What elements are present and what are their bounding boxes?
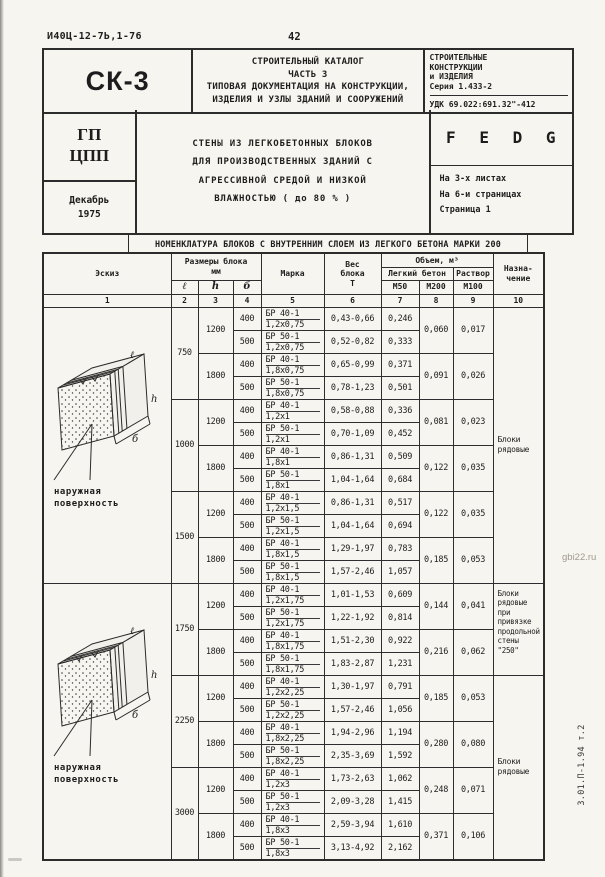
dim-label-b: б <box>132 433 139 445</box>
side-reference-label: 3.01.П-1.94 т.2 <box>577 724 587 806</box>
catalog-title-line: ЧАСТЬ 3 <box>288 69 328 80</box>
sketch-caption: наружная <box>54 486 102 497</box>
sketch-cell <box>43 307 171 583</box>
weight-cell: 1,94-2,96 <box>324 721 381 744</box>
col-number: 5 <box>261 294 324 307</box>
volume-m50-cell: 2,162 <box>381 836 419 860</box>
catalog-title <box>193 50 424 112</box>
header-purpose <box>493 253 544 294</box>
sketch-caption: поверхность <box>54 774 120 785</box>
weight-cell: 1,51-2,30 <box>324 629 381 652</box>
width-cell: 500 <box>233 422 261 445</box>
col-number: 9 <box>453 294 493 307</box>
mark-cell: БР 50-1 1,8х1,5 <box>261 560 324 583</box>
volume-m50-cell: 0,922 <box>381 629 419 652</box>
volume-m50-cell: 0,814 <box>381 606 419 629</box>
mark-cell: БР 50-1 1,8х0,75 <box>261 376 324 399</box>
weight-cell: 0,65-0,99 <box>324 353 381 376</box>
volume-m50-cell: 1,056 <box>381 698 419 721</box>
document-title-line: ВЛАЖНОСТЬЮ ( до 80 % ) <box>214 194 351 204</box>
catalog-title-line: ИЗДЕЛИЯ И УЗЛЫ ЗДАНИЙ И СООРУЖЕНИЙ <box>212 94 404 105</box>
weight-cell: 0,58-0,88 <box>324 399 381 422</box>
doc-number: И40Ц-12-7Ь,1-76 <box>47 31 142 42</box>
block-sketch <box>46 332 168 528</box>
mark-cell: БР 40-1 1,8х3 <box>261 813 324 836</box>
volume-m50-cell: 0,684 <box>381 468 419 491</box>
width-cell: 500 <box>233 698 261 721</box>
org-line: КОНСТРУКЦИИ <box>429 62 483 72</box>
weight-cell: 1,04-1,64 <box>324 468 381 491</box>
sketch-caption: поверхность <box>54 498 120 509</box>
col-number: 1 <box>43 294 171 307</box>
volume-m200-cell: 0,144 <box>419 583 453 629</box>
dim-label-b: б <box>132 709 139 721</box>
nomenclature-table <box>42 252 545 861</box>
volume-m100-cell: 0,041 <box>453 583 493 629</box>
mark-cell: БР 50-1 1,2х1 <box>261 422 324 445</box>
sketch-caption: наружная <box>54 762 102 773</box>
height-cell: 1800 <box>198 537 233 583</box>
height-cell: 1800 <box>198 445 233 491</box>
volume-m100-cell: 0,017 <box>453 307 493 353</box>
col-number: 8 <box>419 294 453 307</box>
document-title-line: СТЕНЫ ИЗ ЛЕГКОБЕТОННЫХ БЛОКОВ <box>192 138 373 149</box>
stamp-header <box>42 110 574 235</box>
weight-cell: 0,70-1,09 <box>324 422 381 445</box>
width-cell: 400 <box>233 399 261 422</box>
sketch-cell <box>43 583 171 860</box>
col-number: 3 <box>198 294 233 307</box>
mark-cell: БР 50-1 1,8х3 <box>261 836 324 860</box>
width-cell: 500 <box>233 330 261 353</box>
sheets-line: На 3-х листах <box>439 174 507 184</box>
weight-cell: 2,35-3,69 <box>324 744 381 767</box>
dim-label-h: h <box>151 393 158 405</box>
volume-m50-cell: 0,336 <box>381 399 419 422</box>
dim-label-h: h <box>151 669 158 681</box>
weight-cell: 1,73-2,63 <box>324 767 381 790</box>
volume-m50-cell: 0,246 <box>381 307 419 330</box>
volume-m100-cell: 0,035 <box>453 491 493 537</box>
width-cell: 500 <box>233 652 261 675</box>
volume-m50-cell: 0,609 <box>381 583 419 606</box>
height-cell: 1800 <box>198 813 233 860</box>
publisher-line: ЦПП <box>69 146 110 165</box>
header-m100: М100 <box>453 280 493 294</box>
mark-cell: БР 40-1 1,8х1,75 <box>261 629 324 652</box>
volume-m50-cell: 0,333 <box>381 330 419 353</box>
volume-m50-cell: 1,610 <box>381 813 419 836</box>
mark-cell: БР 40-1 1,2х3 <box>261 767 324 790</box>
volume-m200-cell: 0,081 <box>419 399 453 445</box>
mark-cell: БР 40-1 1,8х0,75 <box>261 353 324 376</box>
weight-cell: 0,86-1,31 <box>324 491 381 514</box>
mark-cell: БР 40-1 1,2х1,5 <box>261 491 324 514</box>
width-cell: 400 <box>233 767 261 790</box>
header-dim-l: ℓ <box>171 280 198 294</box>
weight-cell: 1,04-1,64 <box>324 514 381 537</box>
table-row <box>43 307 544 330</box>
catalog-title-line: ТИПОВАЯ ДОКУМЕНТАЦИЯ НА КОНСТРУКЦИИ, <box>206 82 410 92</box>
mark-cell: БР 50-1 1,2х2,25 <box>261 698 324 721</box>
width-cell: 400 <box>233 537 261 560</box>
volume-m50-cell: 1,194 <box>381 721 419 744</box>
weight-cell: 2,09-3,28 <box>324 790 381 813</box>
mark-cell: БР 40-1 1,2х2,25 <box>261 675 324 698</box>
width-cell: 500 <box>233 468 261 491</box>
volume-m50-cell: 1,231 <box>381 652 419 675</box>
document-title <box>137 110 431 233</box>
header-dims-line: Размеры блока <box>184 257 248 267</box>
series-number: Серия 1.433-2 <box>429 81 493 91</box>
sheets-info <box>431 166 572 233</box>
series-box <box>425 50 573 112</box>
weight-cell: 0,43-0,66 <box>324 307 381 330</box>
sheets-line: На 6-и страницах <box>439 189 522 200</box>
volume-m50-cell: 1,415 <box>381 790 419 813</box>
weight-cell: 3,13-4,92 <box>324 836 381 860</box>
header-dims-unit: мм <box>211 266 221 276</box>
height-cell: 1800 <box>198 629 233 675</box>
mark-cell: БР 40-1 1,8х1,5 <box>261 537 324 560</box>
volume-m50-cell: 1,592 <box>381 744 419 767</box>
mark-cell: БР 50-1 1,8х1 <box>261 468 324 491</box>
volume-m200-cell: 0,185 <box>419 537 453 583</box>
col-number: 4 <box>233 294 261 307</box>
width-cell: 500 <box>233 376 261 399</box>
catalog-title-line: СТРОИТЕЛЬНЫЙ КАТАЛОГ <box>251 57 365 67</box>
volume-m50-cell: 0,452 <box>381 422 419 445</box>
height-cell: 1800 <box>198 353 233 399</box>
volume-m50-cell: 0,517 <box>381 491 419 514</box>
height-cell: 1800 <box>198 721 233 767</box>
volume-m100-cell: 0,071 <box>453 767 493 813</box>
height-cell: 1200 <box>198 675 233 721</box>
weight-cell: 1,57-2,46 <box>324 698 381 721</box>
volume-m200-cell: 0,122 <box>419 445 453 491</box>
col-number: 6 <box>324 294 381 307</box>
mark-cell: БР 50-1 1,8х2,25 <box>261 744 324 767</box>
height-cell: 1200 <box>198 491 233 537</box>
width-cell: 500 <box>233 790 261 813</box>
mark-cell: БР 40-1 1,8х2,25 <box>261 721 324 744</box>
header-mark: Марка <box>261 253 324 294</box>
purpose-cell: Блоки рядовые <box>493 675 544 860</box>
mark-cell: БР 40-1 1,2х1,75 <box>261 583 324 606</box>
width-cell: 500 <box>233 514 261 537</box>
width-cell: 400 <box>233 675 261 698</box>
issue-month: Декабрь <box>69 194 110 206</box>
weight-cell: 1,29-1,97 <box>324 537 381 560</box>
header-dim-h: h <box>198 280 233 294</box>
volume-m200-cell: 0,216 <box>419 629 453 675</box>
mark-cell: БР 40-1 1,2х1 <box>261 399 324 422</box>
header-volume: Объем, м³ <box>381 253 493 267</box>
header-purpose-line: Назна- <box>503 264 533 274</box>
header-dim-b: б <box>233 280 261 294</box>
weight-cell: 0,52-0,82 <box>324 330 381 353</box>
width-cell: 400 <box>233 721 261 744</box>
mark-cell: БР 50-1 1,2х0,75 <box>261 330 324 353</box>
width-cell: 400 <box>233 629 261 652</box>
length-cell: 1500 <box>171 491 198 583</box>
volume-m100-cell: 0,106 <box>453 813 493 860</box>
document-title-line: АГРЕССИВНОЙ СРЕДОЙ И НИЗКОЙ <box>198 175 367 186</box>
table-title: НОМЕНКЛАТУРА БЛОКОВ С ВНУТРЕННИМ СЛОЕМ ИЗ ЛЕГКОГО БЕТОНА МАРКИ 200 <box>128 233 528 253</box>
org-line: и ИЗДЕЛИЯ <box>429 72 473 81</box>
width-cell: 500 <box>233 560 261 583</box>
dim-label-l: ℓ <box>130 349 135 361</box>
width-cell: 400 <box>233 353 261 376</box>
volume-m200-cell: 0,248 <box>419 767 453 813</box>
volume-m50-cell: 0,501 <box>381 376 419 399</box>
height-cell: 1200 <box>198 767 233 813</box>
weight-cell: 0,86-1,31 <box>324 445 381 468</box>
catalog-code: СК-3 <box>85 65 150 96</box>
length-cell: 3000 <box>171 767 198 860</box>
width-cell: 500 <box>233 606 261 629</box>
header-weight-line: Вес <box>345 259 360 269</box>
header-weight-line: блока <box>340 269 365 278</box>
header-weight <box>324 253 381 294</box>
volume-m50-cell: 0,791 <box>381 675 419 698</box>
width-cell: 400 <box>233 445 261 468</box>
weight-cell: 0,78-1,23 <box>324 376 381 399</box>
org-line: СТРОИТЕЛЬНЫЕ <box>429 53 488 62</box>
header-purpose-line: чение <box>506 273 531 283</box>
watermark: gbi22.ru <box>562 552 597 563</box>
header-dimensions <box>171 253 261 280</box>
volume-m200-cell: 0,280 <box>419 721 453 767</box>
volume-m50-cell: 0,694 <box>381 514 419 537</box>
header-mortar: Раствор <box>453 267 493 280</box>
date-cell <box>44 182 135 233</box>
mark-cell: БР 50-1 1,2х3 <box>261 790 324 813</box>
mark-cell: БР 40-1 1,2х0,75 <box>261 307 324 330</box>
weight-cell: 1,30-1,97 <box>324 675 381 698</box>
mark-cell: БР 50-1 1,8х1,75 <box>261 652 324 675</box>
volume-m200-cell: 0,185 <box>419 675 453 721</box>
header-m50: М50 <box>381 280 419 294</box>
weight-cell: 1,57-2,46 <box>324 560 381 583</box>
catalog-header <box>42 48 574 114</box>
volume-m200-cell: 0,091 <box>419 353 453 399</box>
volume-m50-cell: 0,371 <box>381 353 419 376</box>
volume-m100-cell: 0,035 <box>453 445 493 491</box>
page-number: 42 <box>288 31 301 43</box>
volume-m50-cell: 1,057 <box>381 560 419 583</box>
publisher-cell <box>44 110 135 182</box>
header-weight-unit: Т <box>350 278 355 288</box>
height-cell: 1200 <box>198 399 233 445</box>
volume-m100-cell: 0,023 <box>453 399 493 445</box>
header-m200: М200 <box>419 280 453 294</box>
length-cell: 2250 <box>171 675 198 767</box>
weight-cell: 1,01-1,53 <box>324 583 381 606</box>
col-number: 7 <box>381 294 419 307</box>
table-row <box>43 583 544 606</box>
col-number: 2 <box>171 294 198 307</box>
volume-m100-cell: 0,026 <box>453 353 493 399</box>
width-cell: 400 <box>233 583 261 606</box>
block-sketch <box>46 608 168 804</box>
volume-m100-cell: 0,080 <box>453 721 493 767</box>
sheets-line: Страница 1 <box>439 205 491 215</box>
purpose-cell: Блоки рядовые при привязке продольной стены "250" <box>493 583 544 675</box>
width-cell: 400 <box>233 813 261 836</box>
width-cell: 400 <box>233 307 261 330</box>
height-cell: 1200 <box>198 583 233 629</box>
weight-cell: 1,83-2,87 <box>324 652 381 675</box>
purpose-cell: Блоки рядовые <box>493 307 544 583</box>
scan-edge-artifact <box>0 0 4 877</box>
length-cell: 1750 <box>171 583 198 675</box>
dim-label-l: ℓ <box>130 625 135 637</box>
udk-number: УДК 69.022:691.32"-412 <box>430 95 569 109</box>
length-cell: 750 <box>171 307 198 399</box>
issue-year: 1975 <box>77 208 101 220</box>
mark-cell: БР 50-1 1,2х1,5 <box>261 514 324 537</box>
volume-m50-cell: 1,062 <box>381 767 419 790</box>
mark-code: F E D G <box>431 110 572 166</box>
weight-cell: 2,59-3,94 <box>324 813 381 836</box>
width-cell: 500 <box>233 836 261 860</box>
header-light-concrete: Легкий бетон <box>381 267 453 280</box>
weight-cell: 1,22-1,92 <box>324 606 381 629</box>
volume-m50-cell: 0,509 <box>381 445 419 468</box>
volume-m100-cell: 0,062 <box>453 629 493 675</box>
volume-m200-cell: 0,122 <box>419 491 453 537</box>
publisher-line: ГП <box>77 125 102 144</box>
volume-m200-cell: 0,060 <box>419 307 453 353</box>
width-cell: 500 <box>233 744 261 767</box>
mark-cell: БР 50-1 1,2х1,75 <box>261 606 324 629</box>
header-sketch: Эскиз <box>43 253 171 294</box>
volume-m200-cell: 0,371 <box>419 813 453 860</box>
mark-cell: БР 40-1 1,8х1 <box>261 445 324 468</box>
width-cell: 400 <box>233 491 261 514</box>
document-title-line: ДЛЯ ПРОИЗВОДСТВЕННЫХ ЗДАНИЙ С <box>192 157 373 167</box>
volume-m100-cell: 0,053 <box>453 675 493 721</box>
volume-m100-cell: 0,053 <box>453 537 493 583</box>
scan-smudge-artifact <box>8 858 22 861</box>
length-cell: 1000 <box>171 399 198 491</box>
col-number: 10 <box>493 294 544 307</box>
volume-m50-cell: 0,783 <box>381 537 419 560</box>
height-cell: 1200 <box>198 307 233 353</box>
